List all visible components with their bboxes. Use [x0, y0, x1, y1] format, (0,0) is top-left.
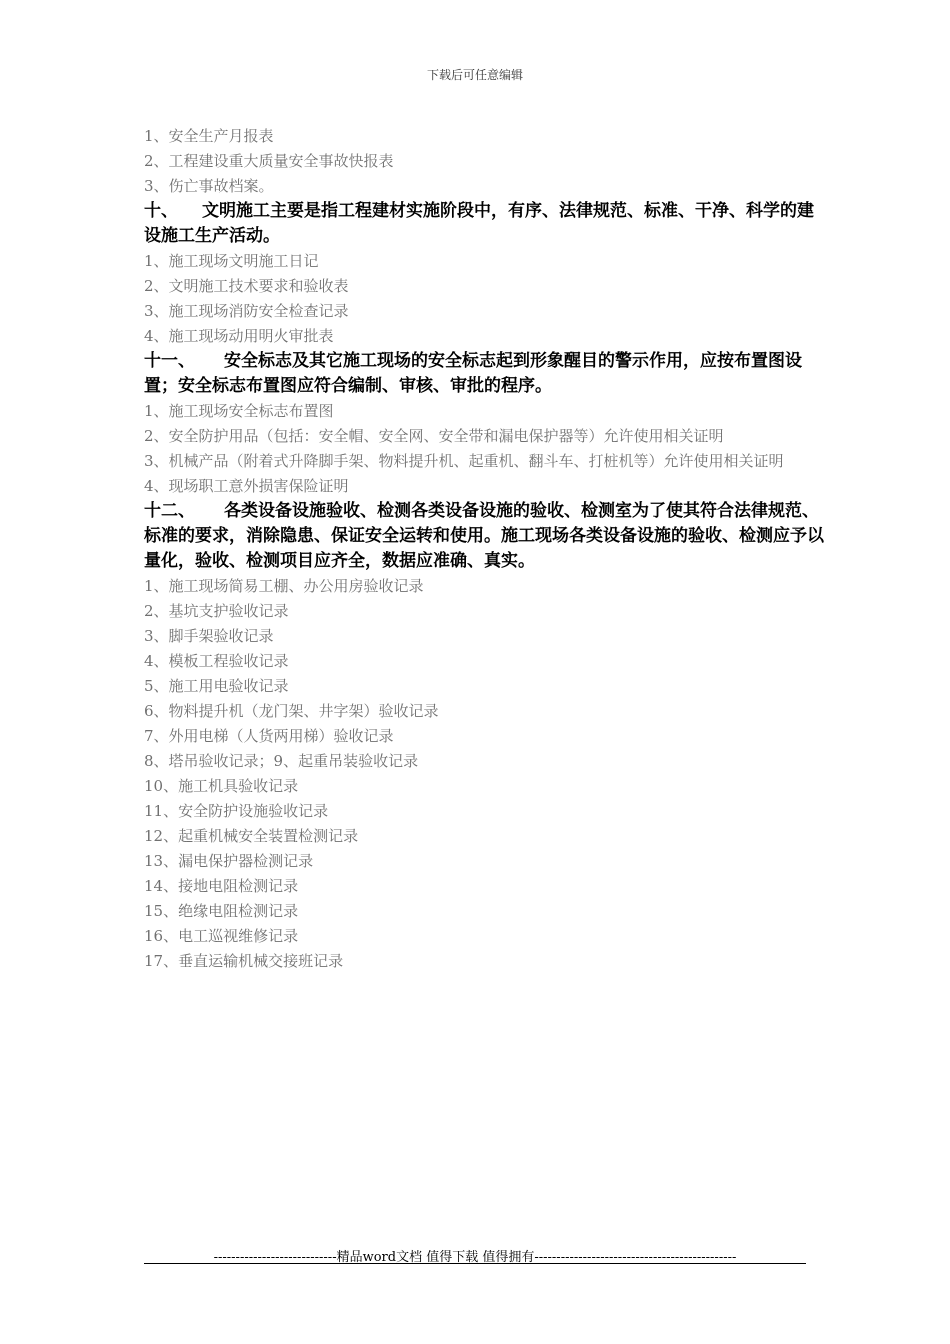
list-item: 4、现场职工意外损害保险证明 — [144, 477, 349, 495]
list-item: 11、安全防护设施验收记录 — [144, 802, 329, 820]
section-heading-10 — [144, 199, 824, 249]
list-item: 2、安全防护用品（包括：安全帽、安全网、安全带和漏电保护器等）允许使用相关证明 — [144, 427, 724, 445]
list-item: 17、垂直运输机械交接班记录 — [144, 952, 344, 970]
section-number: 十、 — [144, 201, 178, 221]
document-body — [144, 124, 824, 974]
list-item: 2、工程建设重大质量安全事故快报表 — [144, 152, 394, 170]
page-header: 下载后可任意编辑 — [426, 68, 523, 82]
list-item: 4、施工现场动用明火审批表 — [144, 327, 334, 345]
list-item: 5、施工用电验收记录 — [144, 677, 289, 695]
list-item: 2、基坑支护验收记录 — [144, 602, 289, 620]
section-heading-text: 文明施工主要是指工程建材实施阶段中，有序、法律规范、标准、干净、科学的建设施工生产活动。 — [144, 201, 814, 246]
list-item: 7、外用电梯（人货两用梯）验收记录 — [144, 727, 394, 745]
section-number: 十一、 — [144, 351, 195, 371]
list-item: 3、脚手架验收记录 — [144, 627, 274, 645]
page-footer: ----------------------------精品word文档 值得下载 值得拥有---------------------------------------------- — [213, 1250, 737, 1265]
section-heading-text: 各类设备设施验收、检测各类设备设施的验收、检测室为了使其符合法律规范、标准的要求，消除隐患、保证安全运转和使用。施工现场各类设备设施的验收、检测应予以量化，验收、检测项目应齐全，数据应准确、真实。 — [144, 501, 824, 571]
list-item: 14、接地电阻检测记录 — [144, 877, 299, 895]
section-number: 十二、 — [144, 501, 195, 521]
list-item: 2、文明施工技术要求和验收表 — [144, 277, 349, 295]
list-item: 8、塔吊验收记录；9、起重吊装验收记录 — [144, 752, 419, 770]
list-item: 3、施工现场消防安全检查记录 — [144, 302, 349, 320]
list-item: 15、绝缘电阻检测记录 — [144, 902, 299, 920]
section-heading-11 — [144, 349, 824, 399]
list-item: 12、起重机械安全装置检测记录 — [144, 827, 359, 845]
list-item: 1、施工现场简易工棚、办公用房验收记录 — [144, 577, 424, 595]
list-item: 3、伤亡事故档案。 — [144, 177, 274, 195]
list-item: 1、安全生产月报表 — [144, 127, 274, 145]
footer-divider — [144, 1263, 806, 1264]
list-item: 10、施工机具验收记录 — [144, 777, 299, 795]
section-heading-text: 安全标志及其它施工现场的安全标志起到形象醒目的警示作用，应按布置图设置；安全标志布置图应符合编制、审核、审批的程序。 — [144, 351, 802, 396]
list-item: 3、机械产品（附着式升降脚手架、物料提升机、起重机、翻斗车、打桩机等）允许使用相关证明 — [144, 452, 784, 470]
list-item: 6、物料提升机（龙门架、井字架）验收记录 — [144, 702, 439, 720]
section-heading-12 — [144, 499, 824, 574]
list-item: 1、施工现场安全标志布置图 — [144, 402, 334, 420]
list-item: 4、模板工程验收记录 — [144, 652, 289, 670]
list-item: 1、施工现场文明施工日记 — [144, 252, 319, 270]
list-item: 13、漏电保护器检测记录 — [144, 852, 314, 870]
list-item: 16、电工巡视维修记录 — [144, 927, 299, 945]
